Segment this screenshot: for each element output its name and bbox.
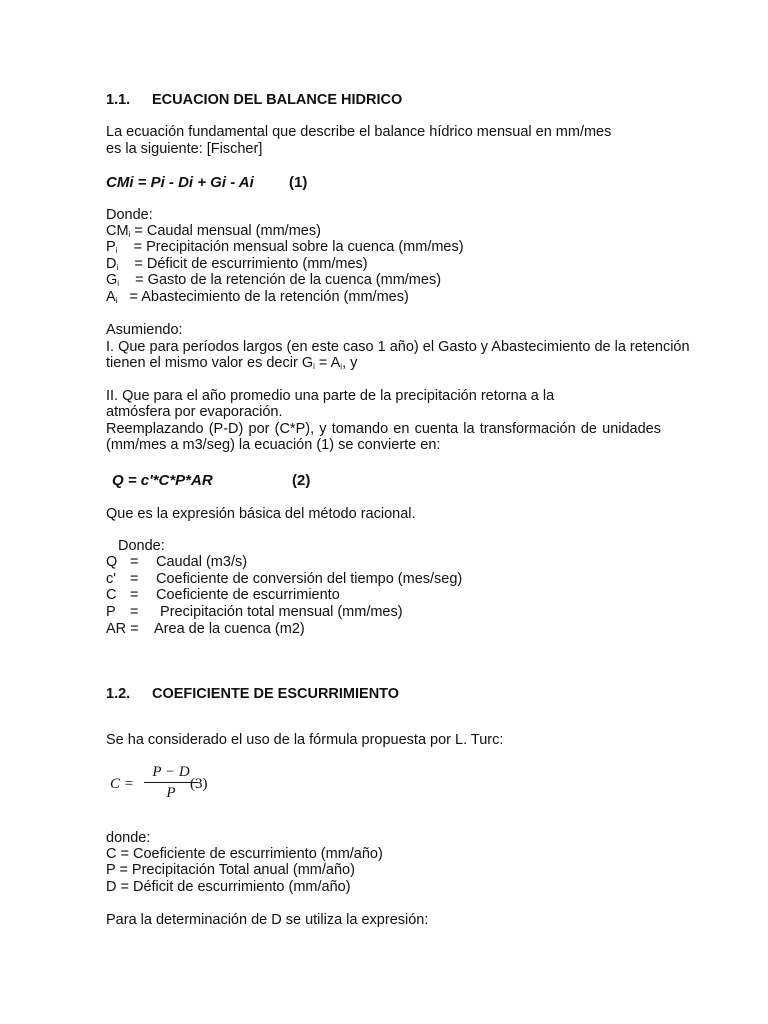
definition-subscript: i: [128, 230, 131, 239]
variable-symbol: c': [106, 571, 117, 587]
donde-label-2: Donde:: [118, 538, 165, 554]
replace-line-1: Reemplazando (P-D) por (C*P), y tomando en cuenta la transformación de unidades: [106, 421, 661, 437]
variable-c: [106, 587, 340, 604]
variable-symbol: Q: [106, 554, 118, 570]
definition-text: = Gasto de la retención de la cuenca (mm/mes): [119, 272, 442, 288]
variable-p: [106, 604, 403, 621]
turc-intro: Se ha considerado el uso de la fórmula propuesta por L. Turc:: [106, 732, 504, 748]
intro-line-2: es la siguiente: [Fischer]: [106, 141, 263, 157]
donde-label-3: donde:: [106, 830, 151, 846]
variable-ar: [106, 621, 305, 638]
variable-text: Coeficiente de escurrimiento: [156, 587, 340, 603]
variable-equals: =: [130, 554, 139, 570]
definition-c: C = Coeficiente de escurrimiento (mm/año): [106, 846, 383, 862]
definition-text: = Precipitación mensual sobre la cuenca (mm/mes): [117, 239, 464, 255]
assumption-1-line-1: I. Que para períodos largos (en este caso 1 año) el Gasto y Abastecimiento de la retención: [106, 339, 690, 355]
section-heading-1-1: [106, 92, 402, 109]
definition-gi: [106, 272, 441, 289]
formula-number: (3): [190, 776, 208, 792]
assumption-text: = A: [314, 355, 341, 371]
equation-1: CMi = Pi - Di + Gi - Ai: [106, 174, 254, 191]
subscript: i: [313, 362, 315, 371]
definition-symbol: P: [106, 239, 116, 255]
definition-text: = Caudal mensual (mm/mes): [130, 223, 321, 239]
assumption-2-line-2: atmósfera por evaporación.: [106, 404, 283, 420]
definition-text: = Abastecimiento de la retención (mm/mes): [117, 289, 409, 305]
replace-line-2: (mm/mes a m3/seg) la ecuación (1) se convierte en:: [106, 437, 441, 453]
variable-symbol: P: [106, 604, 116, 620]
variable-text: Precipitación total mensual (mm/mes): [156, 604, 403, 620]
definition-subscript: i: [117, 279, 120, 288]
section-title: COEFICIENTE DE ESCURRIMIENTO: [152, 686, 400, 702]
definition-symbol: CM: [106, 223, 129, 239]
definition-subscript: i: [116, 263, 119, 272]
intro-line-1: La ecuación fundamental que describe el balance hídrico mensual en mm/mes: [106, 124, 612, 140]
assumption-2-line-1: II. Que para el año promedio una parte de la precipitación retorna a la: [106, 388, 555, 404]
variable-symbol: AR =: [106, 621, 139, 637]
variable-c-prime: [106, 571, 462, 588]
formula-denominator: P: [166, 785, 176, 801]
assumption-text: tienen el mismo valor es decir G: [106, 355, 314, 371]
definition-text: = Déficit de escurrimiento (mm/mes): [118, 256, 368, 272]
equation-2: Q = c'*C*P*AR: [112, 472, 213, 489]
variable-text: Coeficiente de conversión del tiempo (mes/seg): [156, 571, 463, 587]
definition-p: P = Precipitación Total anual (mm/año): [106, 862, 355, 878]
equation-1-number: (1): [289, 174, 308, 191]
definition-di: [106, 256, 368, 273]
variable-text: Area de la cuenca (m2): [154, 621, 305, 637]
definition-pi: [106, 239, 464, 256]
definition-cmi: [106, 223, 321, 240]
variable-q: [106, 554, 247, 571]
definition-d: D = Déficit de escurrimiento (mm/año): [106, 879, 351, 895]
section-heading-1-2: [106, 686, 399, 703]
asumiendo-label: Asumiendo:: [106, 322, 183, 338]
section-number: 1.2.: [106, 686, 131, 702]
section-number: 1.1.: [106, 92, 131, 108]
closing-text: Para la determinación de D se utiliza la expresión:: [106, 912, 429, 928]
definition-symbol: D: [106, 256, 117, 272]
assumption-text: , y: [342, 355, 358, 371]
definition-subscript: i: [115, 246, 118, 255]
definition-ai: [106, 289, 409, 306]
rational-method-text: Que es la expresión básica del método racional.: [106, 506, 416, 522]
variable-equals: =: [130, 587, 139, 603]
section-title: ECUACION DEL BALANCE HIDRICO: [152, 92, 403, 108]
formula-numerator: P − D: [152, 764, 190, 780]
definition-subscript: i: [115, 296, 118, 305]
donde-label: Donde:: [106, 207, 153, 223]
definition-symbol: A: [106, 289, 116, 305]
formula-lhs: C =: [110, 776, 134, 792]
subscript: i: [340, 362, 343, 371]
equation-2-number: (2): [292, 472, 311, 489]
assumption-1-line-2: [106, 355, 357, 372]
variable-equals: =: [130, 604, 139, 620]
variable-symbol: C: [106, 587, 117, 603]
variable-text: Caudal (m3/s): [156, 554, 248, 570]
definition-symbol: G: [106, 272, 118, 288]
variable-equals: =: [130, 571, 139, 587]
